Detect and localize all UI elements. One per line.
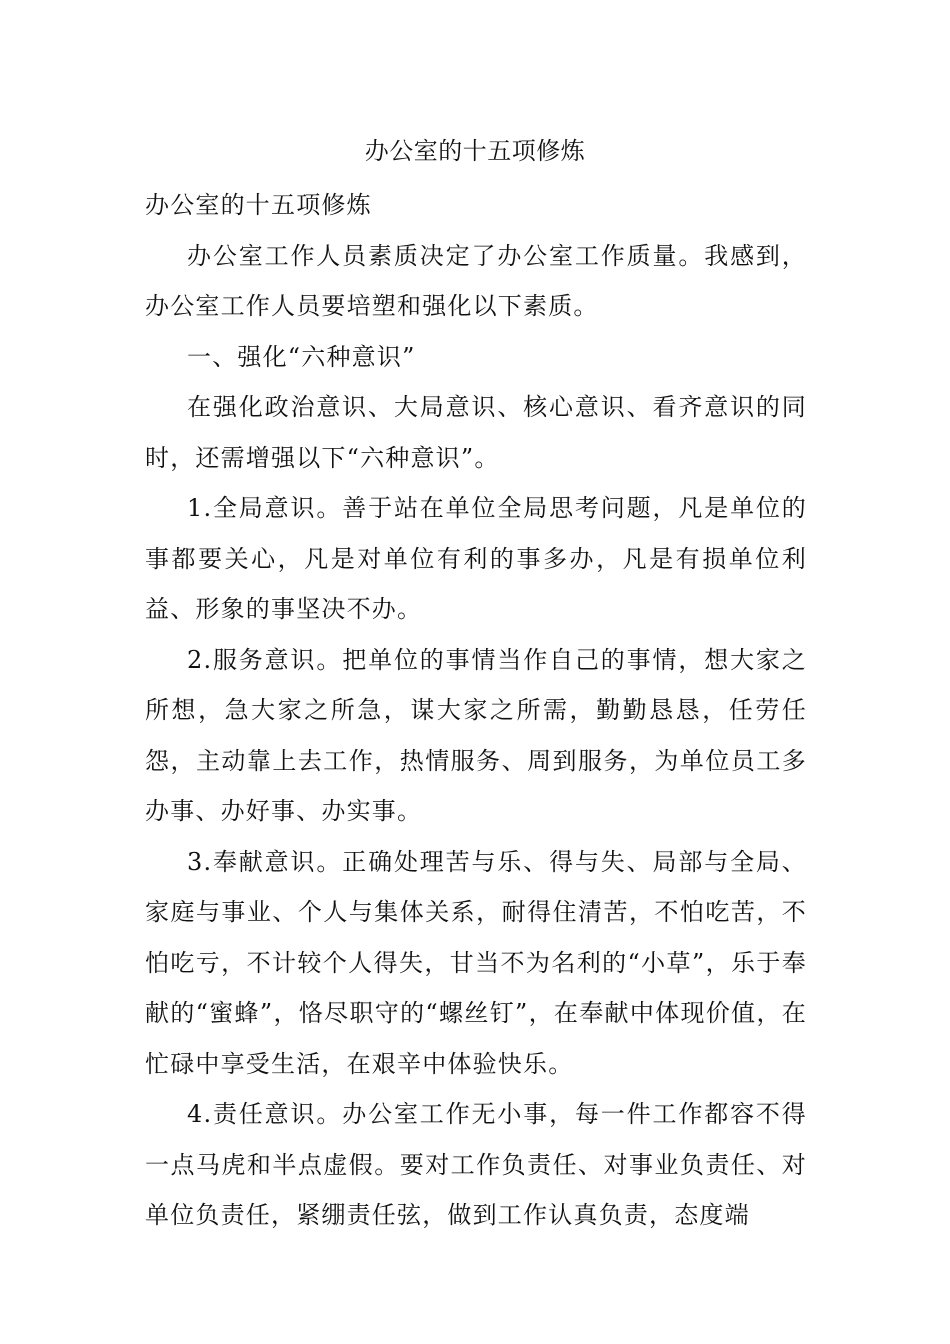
- paragraph-subtitle: 办公室的十五项修炼: [145, 191, 372, 219]
- document-title: 办公室的十五项修炼: [364, 137, 586, 165]
- paragraph-item-1-overall-awareness: 1.全局意识。善于站在单位全局思考问题，凡是单位的事都要关心，凡是对单位有利的事多办，凡是有损单位利益、形象的事坚决不办。: [145, 494, 807, 623]
- paragraph-item-3-dedication-awareness: 3.奉献意识。正确处理苦与乐、得与失、局部与全局、家庭与事业、个人与集体关系，耐得住清苦，不怕吃苦，不怕吃亏，不计较个人得失，甘当不为名利的“小草”，乐于奉献的“蜜蜂”，恪尽职守的“螺丝钉”，在奉献中体现价值，在忙碌中享受生活，在艰辛中体验快乐。: [145, 847, 807, 1078]
- section-heading-six-awareness: 一、强化“六种意识”: [187, 342, 416, 371]
- paragraph-item-2-service-awareness: 2.服务意识。把单位的事情当作自己的事情，想大家之所想，急大家之所急，谋大家之所需，勤勤恳恳，任劳任怨，主动靠上去工作，热情服务、周到服务，为单位员工多办事、办好事、办实事。: [145, 645, 807, 825]
- paragraph-six-awareness-intro: 在强化政治意识、大局意识、核心意识、看齐意识的同时，还需增强以下“六种意识”。: [145, 393, 807, 472]
- paragraph-item-4-responsibility-awareness: 4.责任意识。办公室工作无小事，每一件工作都容不得一点马虎和半点虚假。要对工作负责任、对事业负责任、对单位负责任，紧绷责任弦，做到工作认真负责，态度端: [145, 1100, 807, 1229]
- paragraph-intro: 办公室工作人员素质决定了办公室工作质量。我感到，办公室工作人员要培塑和强化以下素质。: [145, 241, 807, 320]
- document-body: [145, 180, 807, 1241]
